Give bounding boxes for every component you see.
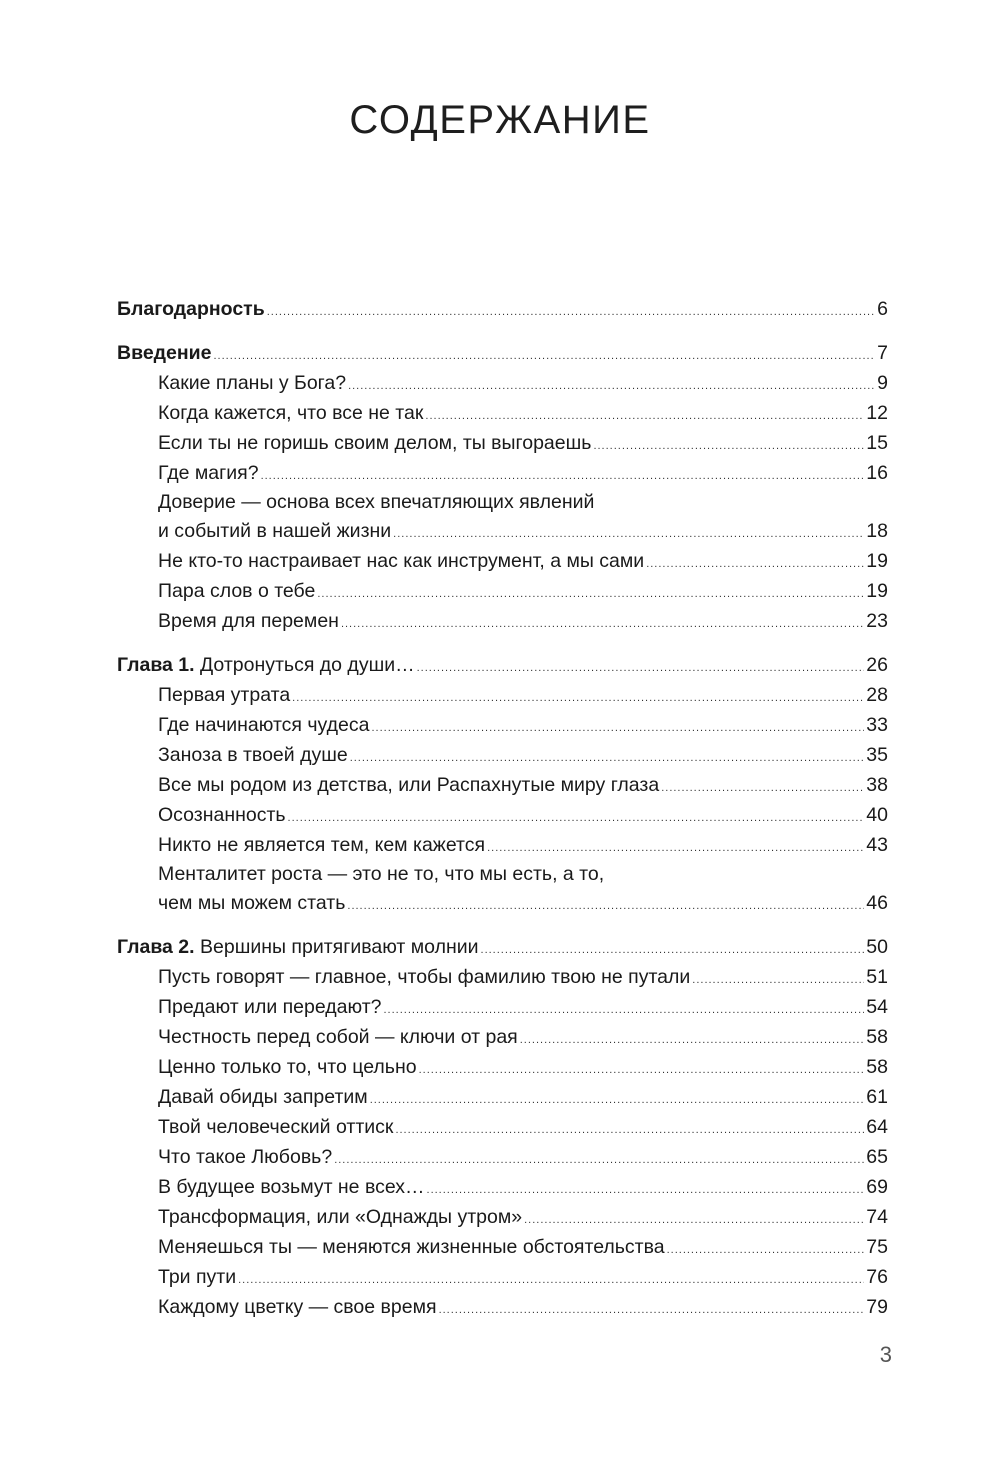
entry-title xyxy=(158,517,391,546)
toc-subentry[interactable] xyxy=(117,1112,888,1142)
leader-dots xyxy=(425,401,864,431)
toc-subentry[interactable] xyxy=(117,770,888,800)
entry-title xyxy=(158,1232,665,1262)
leader-dots xyxy=(341,609,864,639)
toc-subentry[interactable] xyxy=(117,962,888,992)
entry-title xyxy=(117,650,415,680)
toc-subentry[interactable] xyxy=(117,830,888,860)
leader-dots xyxy=(371,713,864,743)
entry-page-number: 58 xyxy=(866,1056,888,1078)
entry-page-number: 64 xyxy=(866,1116,888,1138)
toc-subentry[interactable] xyxy=(117,1232,888,1262)
entry-text: Пусть говорят — главное, чтобы фамилию твою не путали xyxy=(158,966,691,988)
entry-text: Где магия? xyxy=(158,462,259,484)
entry-page-number: 15 xyxy=(866,432,888,454)
entry-text: Не кто-то настраивает нас как инструмент, а мы сами xyxy=(158,550,645,572)
entry-page-number: 28 xyxy=(866,684,888,706)
leader-dots xyxy=(692,965,864,995)
leader-dots xyxy=(487,833,864,863)
leader-dots xyxy=(384,995,865,1025)
entry-page-number: 61 xyxy=(866,1086,888,1108)
entry-title xyxy=(117,294,265,324)
toc-subentry[interactable] xyxy=(117,488,888,546)
entry-text: Вершины притягивают молнии xyxy=(194,936,479,958)
toc-subentry[interactable] xyxy=(117,740,888,770)
entry-title xyxy=(158,606,339,636)
entry-page-number: 9 xyxy=(877,372,888,394)
leader-dots xyxy=(348,371,875,401)
entry-text: Что такое Любовь? xyxy=(158,1146,333,1168)
leader-dots xyxy=(524,1205,864,1235)
toc-subentry[interactable] xyxy=(117,860,888,918)
leader-dots xyxy=(427,1175,865,1205)
entry-page-number: 65 xyxy=(866,1146,888,1168)
toc-subentry[interactable] xyxy=(117,576,888,606)
entry-title xyxy=(158,1142,332,1172)
entry-page-number: 69 xyxy=(866,1176,888,1198)
leader-dots xyxy=(661,773,864,803)
entry-title-line1: Доверие — основа всех впечатляющих явлений xyxy=(158,491,595,513)
toc-subentry[interactable] xyxy=(117,1142,888,1172)
toc-section xyxy=(117,932,888,1322)
entry-text: Три пути xyxy=(158,1266,237,1288)
toc-section xyxy=(117,294,888,324)
entry-text: Твой человеческий оттиск xyxy=(158,1116,394,1138)
entry-page-number: 19 xyxy=(866,550,888,572)
entry-page-number: 79 xyxy=(866,1296,888,1318)
toc-subentry[interactable] xyxy=(117,680,888,710)
entry-text: Пара слов о тебе xyxy=(158,580,316,602)
toc-subentry[interactable] xyxy=(117,606,888,636)
toc-subentry[interactable] xyxy=(117,1202,888,1232)
entry-prefix: Введение xyxy=(117,342,212,364)
leader-dots xyxy=(481,935,865,965)
toc-subentry[interactable] xyxy=(117,992,888,1022)
entry-title xyxy=(158,889,345,918)
leader-dots xyxy=(238,1265,864,1295)
entry-text: Где начинаются чудеса xyxy=(158,714,370,736)
entry-page-number: 18 xyxy=(866,520,888,542)
leader-dots xyxy=(667,1235,865,1265)
entry-prefix: Глава 2. xyxy=(117,936,195,958)
entry-text: В будущее возьмут не всех… xyxy=(158,1176,425,1198)
entry-title xyxy=(117,932,479,962)
leader-dots xyxy=(520,1025,865,1055)
toc-entry[interactable] xyxy=(117,650,888,680)
leader-dots xyxy=(334,1145,864,1175)
entry-title xyxy=(158,1172,425,1202)
entry-title xyxy=(158,710,369,740)
entry-text: Ценно только то, что цельно xyxy=(158,1056,417,1078)
entry-page-number: 40 xyxy=(866,804,888,826)
entry-title xyxy=(158,428,591,458)
entry-text: Первая утрата xyxy=(158,684,291,706)
leader-dots xyxy=(350,743,865,773)
entry-text: чем мы можем стать xyxy=(158,892,346,914)
entry-text: Каждому цветку — свое время xyxy=(158,1296,437,1318)
entry-title xyxy=(158,1292,437,1322)
entry-title xyxy=(158,740,348,770)
entry-title xyxy=(158,576,315,606)
leader-dots xyxy=(370,1085,865,1115)
table-of-contents xyxy=(117,294,888,1336)
entry-text: Все мы родом из детства, или Распахнутые миру глаза xyxy=(158,774,660,796)
entry-page-number: 19 xyxy=(866,580,888,602)
entry-title xyxy=(158,1052,417,1082)
entry-text: Давай обиды запретим xyxy=(158,1086,368,1108)
leader-dots xyxy=(393,520,864,549)
entry-title xyxy=(158,800,286,830)
leader-dots xyxy=(214,341,876,371)
entry-page-number: 54 xyxy=(866,996,888,1018)
entry-line2 xyxy=(158,889,888,918)
toc-subentry[interactable] xyxy=(117,1292,888,1322)
entry-page-number: 6 xyxy=(877,298,888,320)
entry-page-number: 35 xyxy=(866,744,888,766)
toc-subentry[interactable] xyxy=(117,546,888,576)
entry-title xyxy=(158,398,423,428)
leader-dots xyxy=(439,1295,865,1325)
entry-title xyxy=(158,1112,393,1142)
entry-page-number: 76 xyxy=(866,1266,888,1288)
leader-dots xyxy=(395,1115,864,1145)
entry-title xyxy=(117,338,212,368)
entry-title xyxy=(158,368,346,398)
entry-text: Никто не является тем, кем кажется xyxy=(158,834,486,856)
leader-dots xyxy=(261,461,865,491)
entry-title xyxy=(158,770,659,800)
entry-text: Заноза в твоей душе xyxy=(158,744,348,766)
toc-subentry[interactable] xyxy=(117,710,888,740)
entry-text: Какие планы у Бога? xyxy=(158,372,347,394)
toc-subentry[interactable] xyxy=(117,1052,888,1082)
entry-page-number: 75 xyxy=(866,1236,888,1258)
toc-subentry[interactable] xyxy=(117,1262,888,1292)
page-number: 3 xyxy=(879,1342,892,1367)
entry-page-number: 33 xyxy=(866,714,888,736)
leader-dots xyxy=(347,892,864,921)
entry-page-number: 43 xyxy=(866,834,888,856)
entry-text: и событий в нашей жизни xyxy=(158,520,392,542)
toc-subentry[interactable] xyxy=(117,428,888,458)
entry-text: Предают или передают? xyxy=(158,996,382,1018)
entry-text: Осознанность xyxy=(158,804,286,826)
entry-page-number: 26 xyxy=(866,654,888,676)
leader-dots xyxy=(646,549,864,579)
entry-text: Честность перед собой — ключи от рая xyxy=(158,1026,518,1048)
entry-text: Меняешься ты — меняются жизненные обстоятельства xyxy=(158,1236,665,1258)
toc-subentry[interactable] xyxy=(117,1022,888,1052)
page-title: СОДЕРЖАНИЕ xyxy=(349,98,651,142)
toc-entry[interactable] xyxy=(117,932,888,962)
entry-page-number: 58 xyxy=(866,1026,888,1048)
entry-text: Когда кажется, что все не так xyxy=(158,402,424,424)
entry-text: Если ты не горишь своим делом, ты выгораешь xyxy=(158,432,592,454)
entry-title xyxy=(158,680,290,710)
entry-page-number: 23 xyxy=(866,610,888,632)
entry-page-number: 12 xyxy=(866,402,888,424)
toc-subentry[interactable] xyxy=(117,368,888,398)
entry-page-number: 16 xyxy=(866,462,888,484)
leader-dots xyxy=(267,297,875,327)
entry-title xyxy=(158,1082,368,1112)
entry-page-number: 7 xyxy=(877,342,888,364)
entry-text: Дотронуться до души… xyxy=(194,654,415,676)
entry-title xyxy=(158,546,644,576)
toc-subentry[interactable] xyxy=(117,1082,888,1112)
entry-page-number: 74 xyxy=(866,1206,888,1228)
entry-title xyxy=(158,830,485,860)
entry-title xyxy=(158,1202,522,1232)
entry-title xyxy=(158,1262,236,1292)
toc-subentry[interactable] xyxy=(117,800,888,830)
entry-text: Трансформация, или «Однажды утром» xyxy=(158,1206,523,1228)
entry-title xyxy=(158,992,382,1022)
entry-title-line1: Менталитет роста — это не то, что мы есть, а то, xyxy=(158,863,605,885)
entry-prefix: Благодарность xyxy=(117,298,265,320)
entry-page-number: 50 xyxy=(866,936,888,958)
entry-page-number: 51 xyxy=(866,966,888,988)
toc-entry[interactable] xyxy=(117,294,888,324)
leader-dots xyxy=(417,653,865,683)
toc-entry[interactable] xyxy=(117,338,888,368)
entry-title xyxy=(158,1022,518,1052)
leader-dots xyxy=(292,683,864,713)
leader-dots xyxy=(288,803,865,833)
leader-dots xyxy=(593,431,864,461)
leader-dots xyxy=(419,1055,865,1085)
entry-text: Время для перемен xyxy=(158,610,339,632)
toc-subentry[interactable] xyxy=(117,398,888,428)
entry-line2 xyxy=(158,517,888,546)
entry-title xyxy=(158,458,259,488)
toc-subentry[interactable] xyxy=(117,1172,888,1202)
entry-page-number: 46 xyxy=(866,892,888,914)
entry-title xyxy=(158,962,690,992)
toc-subentry[interactable] xyxy=(117,458,888,488)
toc-section xyxy=(117,650,888,918)
toc-section xyxy=(117,338,888,636)
leader-dots xyxy=(317,579,864,609)
entry-prefix: Глава 1. xyxy=(117,654,195,676)
entry-page-number: 38 xyxy=(866,774,888,796)
